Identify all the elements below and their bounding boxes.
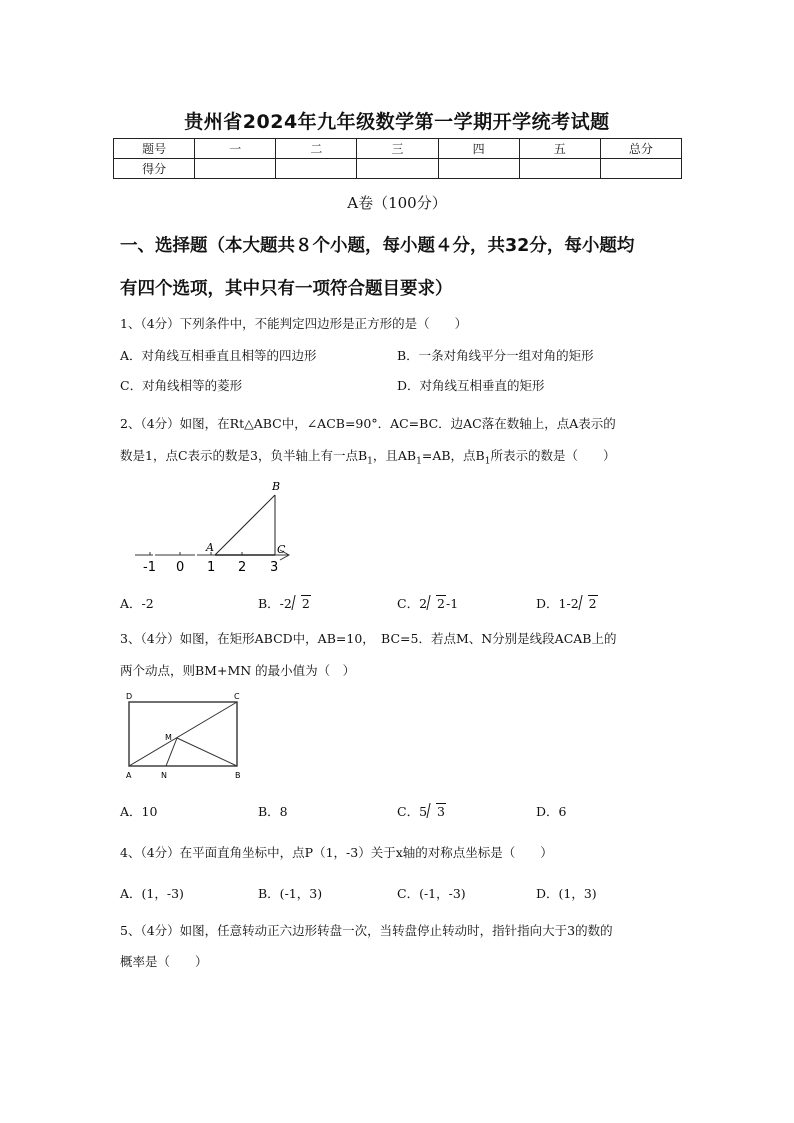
- question-5-line1: 5、（4分）如图，任意转动正六边形转盘一次，当转盘停止转动时，指针指向大于3的数的: [120, 923, 613, 938]
- score-cell: [276, 159, 357, 179]
- question-3-line2: 两个动点，则BM+MN 的最小值为（ ）: [120, 663, 356, 678]
- score-table-score-row: [114, 159, 682, 179]
- q3-rectangle-figure: [120, 690, 255, 782]
- q2-option-c-suffix: -1: [445, 596, 459, 611]
- q2-option-d-prefix: D．1-2: [536, 596, 579, 611]
- score-header-cell: 题号: [114, 139, 195, 159]
- score-cell: [195, 159, 276, 179]
- sqrt-symbol: [580, 596, 598, 611]
- radicand: 3: [437, 804, 445, 819]
- q2-option-b-prefix: B．-2: [258, 596, 292, 611]
- q2-subscript: 1: [484, 456, 491, 467]
- point-label-m: M: [165, 733, 172, 742]
- segment-mn: [166, 738, 177, 766]
- score-header-cell: 三: [357, 139, 438, 159]
- score-cell: [600, 159, 681, 179]
- q4-option-b: B．(-1，3): [258, 886, 323, 901]
- q2-line2-part: ，且AB: [372, 448, 417, 463]
- score-cell: [357, 159, 438, 179]
- radicand: 2: [301, 596, 310, 611]
- q2-option-c: [397, 594, 458, 612]
- score-cell: [519, 159, 600, 179]
- question-4-text: 4、（4分）在平面直角坐标中，点P（1，-3）关于x轴的对称点坐标是（ ）: [120, 845, 553, 860]
- score-header-cell: 四: [438, 139, 519, 159]
- exam-title: 贵州省2024年九年级数学第一学期开学统考试题: [184, 111, 610, 133]
- question-3-line1: 3、（4分）如图，在矩形ABCD中，AB=10， BC=5．若点M、N分别是线段ACAB上的: [120, 631, 617, 646]
- paper-part-heading: A卷（100分）: [347, 194, 447, 212]
- point-label-b: B: [272, 480, 281, 493]
- vertex-label-b: B: [235, 771, 241, 780]
- score-header-cell: 五: [519, 139, 600, 159]
- question-1-text: 1、（4分）下列条件中，不能判定四边形是正方形的是（ ）: [120, 316, 468, 331]
- segment-bm: [177, 738, 237, 766]
- question-2-line1: 2、（4分）如图，在Rt△ABC中，∠ACB=90°．AC=BC．边AC落在数轴上，点A表示的: [120, 416, 616, 431]
- q1-option-b: B．一条对角线平分一组对角的矩形: [397, 348, 594, 363]
- q2-number-line-figure: [130, 478, 300, 578]
- section-heading-line2: 有四个选项，其中只有一项符合题目要求）: [120, 279, 453, 299]
- q4-option-d: D．(1，3): [536, 886, 597, 901]
- score-table-header-row: [114, 139, 682, 159]
- question-2-line2: [120, 446, 680, 467]
- tick-label: 3: [270, 560, 279, 575]
- q3-option-c-prefix: C．5: [397, 804, 428, 819]
- score-header-cell: 总分: [600, 139, 681, 159]
- score-row-label: 得分: [114, 159, 195, 179]
- q2-option-c-prefix: C．2: [397, 596, 428, 611]
- section-heading-line1: 一、选择题（本大题共８个小题，每小题４分，共32分，每小题均: [120, 236, 635, 256]
- tick-label: -1: [143, 560, 156, 575]
- q2-subscript: 1: [367, 456, 373, 467]
- score-header-cell: 二: [276, 139, 357, 159]
- point-label-n: N: [161, 771, 167, 780]
- tick-label: 2: [238, 560, 247, 575]
- point-label-c: C: [277, 543, 286, 556]
- q1-option-d: D．对角线互相垂直的矩形: [397, 378, 545, 393]
- q2-option-d: [536, 594, 598, 612]
- sqrt-symbol: [428, 596, 446, 611]
- score-table: [113, 138, 682, 179]
- q2-option-a: A．-2: [120, 596, 154, 611]
- radicand: 2: [437, 596, 445, 611]
- q2-subscript: 1: [416, 456, 422, 467]
- q2-option-b: [258, 594, 311, 612]
- q2-line2-part: 数是1，点C表示的数是3，负半轴上有一点B: [120, 448, 368, 463]
- vertex-label-c: C: [234, 692, 240, 701]
- tick-label: 1: [207, 560, 216, 575]
- q3-option-a: A．10: [120, 804, 158, 819]
- radicand: 2: [588, 596, 597, 611]
- q4-option-a: A．(1，-3): [120, 886, 184, 901]
- sqrt-symbol: [293, 596, 311, 611]
- vertex-label-d: D: [126, 692, 133, 701]
- score-cell: [438, 159, 519, 179]
- q3-option-d: D．6: [536, 804, 567, 819]
- point-label-a: A: [206, 541, 214, 554]
- q3-option-c: [397, 802, 446, 820]
- q4-option-c: C．(-1，-3): [397, 886, 466, 901]
- score-header-cell: 一: [195, 139, 276, 159]
- q1-option-a: A．对角线互相垂直且相等的四边形: [120, 348, 317, 363]
- q3-option-b: B．8: [258, 804, 288, 819]
- q1-option-c: C．对角线相等的菱形: [120, 378, 243, 393]
- q2-line2-part: 所表示的数是（ ）: [490, 448, 616, 463]
- vertex-label-a: A: [126, 771, 132, 780]
- diagonal-ac: [129, 702, 237, 766]
- tick-label: 0: [176, 560, 185, 575]
- q2-line2-part: =AB，点B: [421, 448, 485, 463]
- triangle-side-ab: [215, 495, 275, 555]
- question-5-line2: 概率是（ ）: [120, 954, 208, 969]
- sqrt-symbol: [428, 804, 446, 819]
